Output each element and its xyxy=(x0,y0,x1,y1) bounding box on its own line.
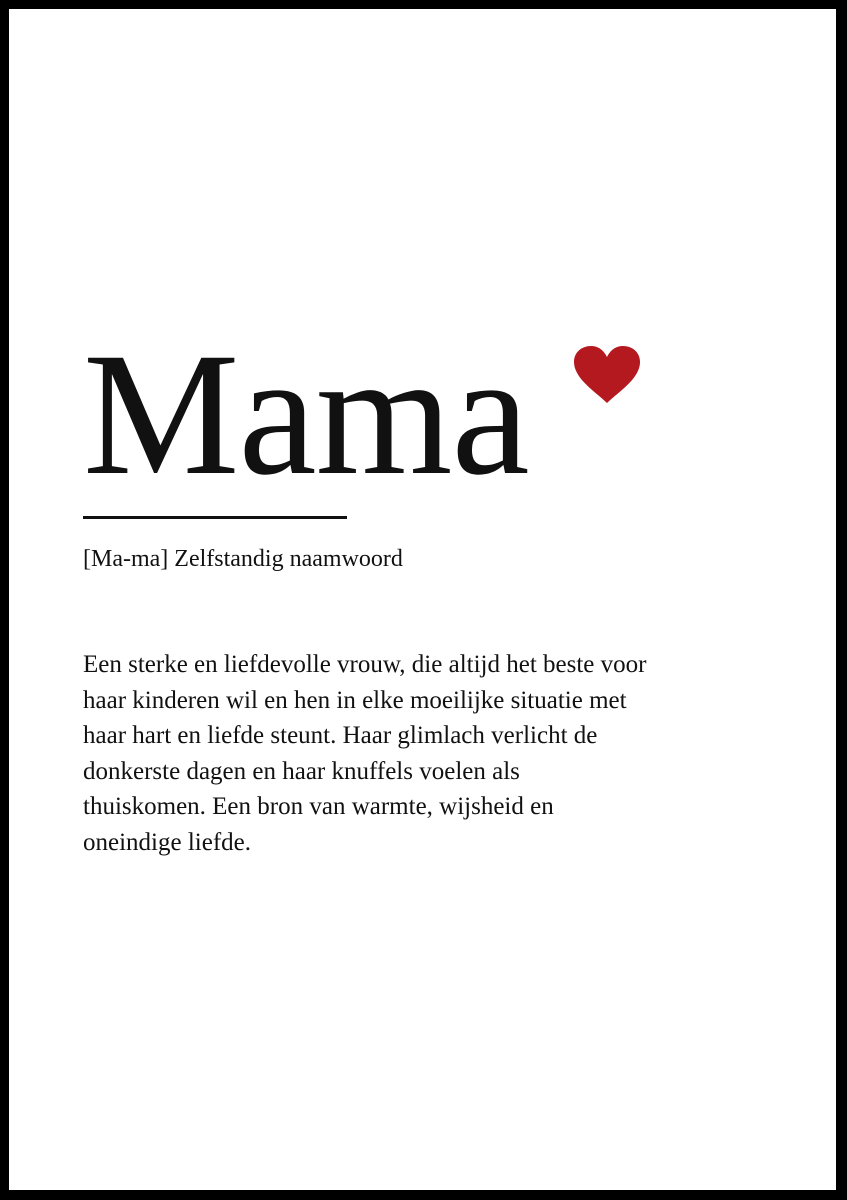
definition-line: haar hart en liefde steunt. Haar glimlach verlicht de xyxy=(83,722,598,749)
heart-icon xyxy=(574,346,640,404)
definition-line: donkerste dagen en haar knuffels voelen als xyxy=(83,757,520,785)
definition-line: Een sterke en liefdevolle vrouw, die altijd het beste voor xyxy=(83,651,647,678)
definition-text xyxy=(83,647,783,860)
poster-title: Mama xyxy=(83,317,529,512)
definition-line: oneindige liefde. xyxy=(83,828,251,856)
heart-shape xyxy=(574,346,640,403)
pronunciation-and-word-type: [Ma-ma] Zelfstandig naamwoord xyxy=(83,546,403,572)
poster-canvas xyxy=(9,9,836,1190)
definition-line: thuiskomen. Een bron van warmte, wijsheid en xyxy=(83,793,554,820)
title-underline xyxy=(83,516,347,519)
definition-line: haar kinderen wil en hen in elke moeilijke situatie met xyxy=(83,686,627,714)
